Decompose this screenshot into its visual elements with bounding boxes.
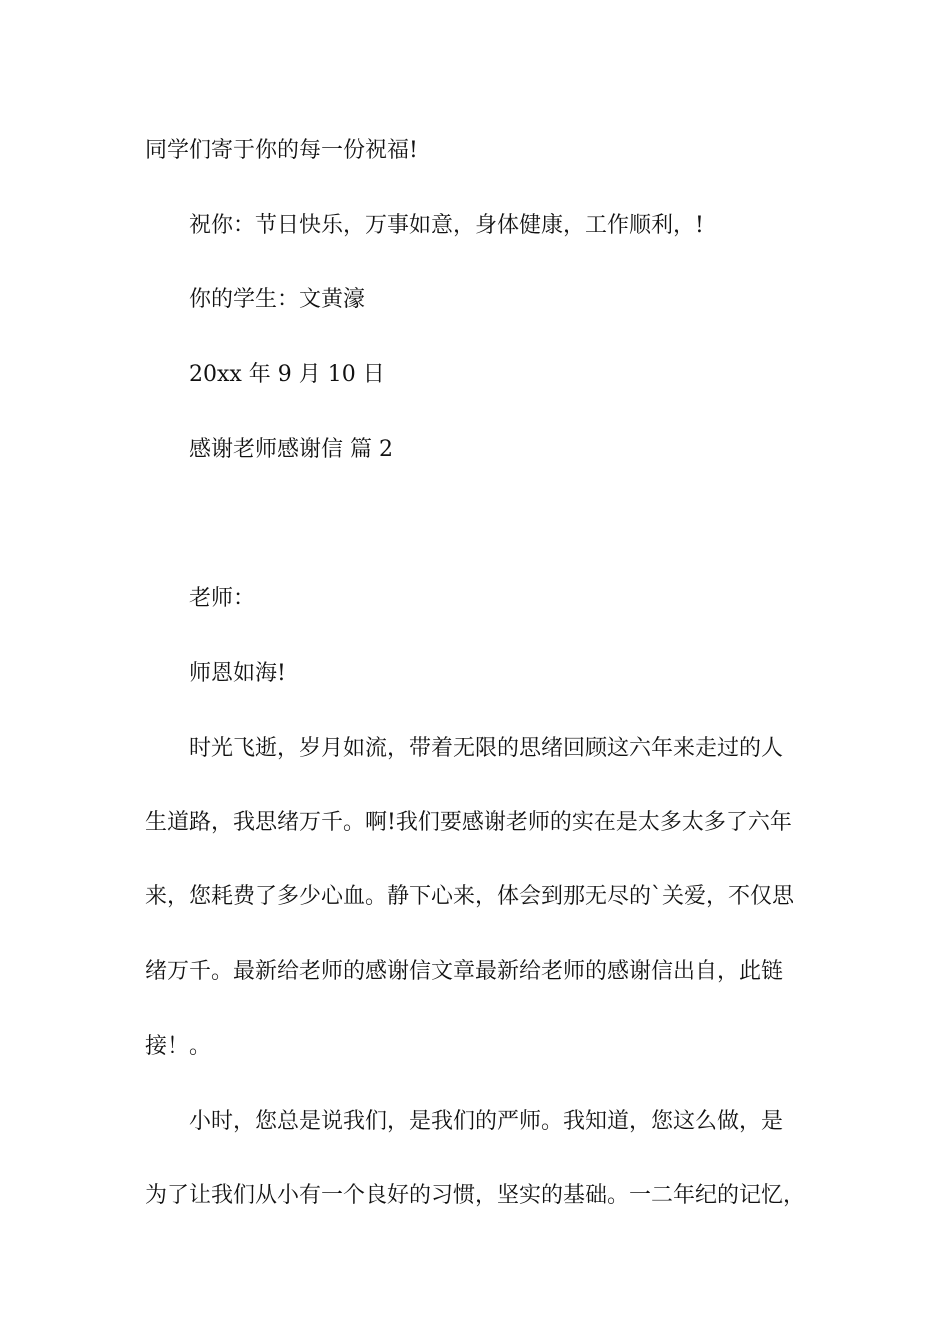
paragraph-line: 小时，您总是说我们，是我们的严师。我知道，您这么做，是: [189, 1109, 784, 1134]
wishes-line: 祝你：节日快乐，万事如意，身体健康，工作顺利，!: [189, 213, 704, 238]
paragraph-line: 接！。: [145, 1034, 212, 1059]
salutation-line: 老师：: [189, 586, 256, 611]
signature-line: 你的学生：文黄濠: [189, 287, 366, 312]
paragraph-line: 时光飞逝，岁月如流，带着无限的思绪回顾这六年来走过的人: [189, 736, 784, 761]
exclamation-line: 师恩如海!: [189, 661, 286, 686]
section-heading: 感谢老师感谢信 篇 2: [189, 437, 393, 462]
paragraph-line: 绪万千。最新给老师的感谢信文章最新给老师的感谢信出自，此链: [145, 959, 784, 984]
closing-line: 同学们寄于你的每一份祝福!: [145, 138, 418, 163]
paragraph-line: 为了让我们从小有一个良好的习惯，坚实的基础。一二年纪的记忆，: [145, 1183, 806, 1208]
paragraph-line: 来，您耗费了多少心血。静下心来，体会到那无尽的`关爱，不仅思: [145, 884, 795, 909]
date-line: 20xx 年 9 月 10 日: [189, 362, 385, 387]
paragraph-line: 生道路，我思绪万千。啊!我们要感谢老师的实在是太多太多了六年: [145, 810, 792, 835]
